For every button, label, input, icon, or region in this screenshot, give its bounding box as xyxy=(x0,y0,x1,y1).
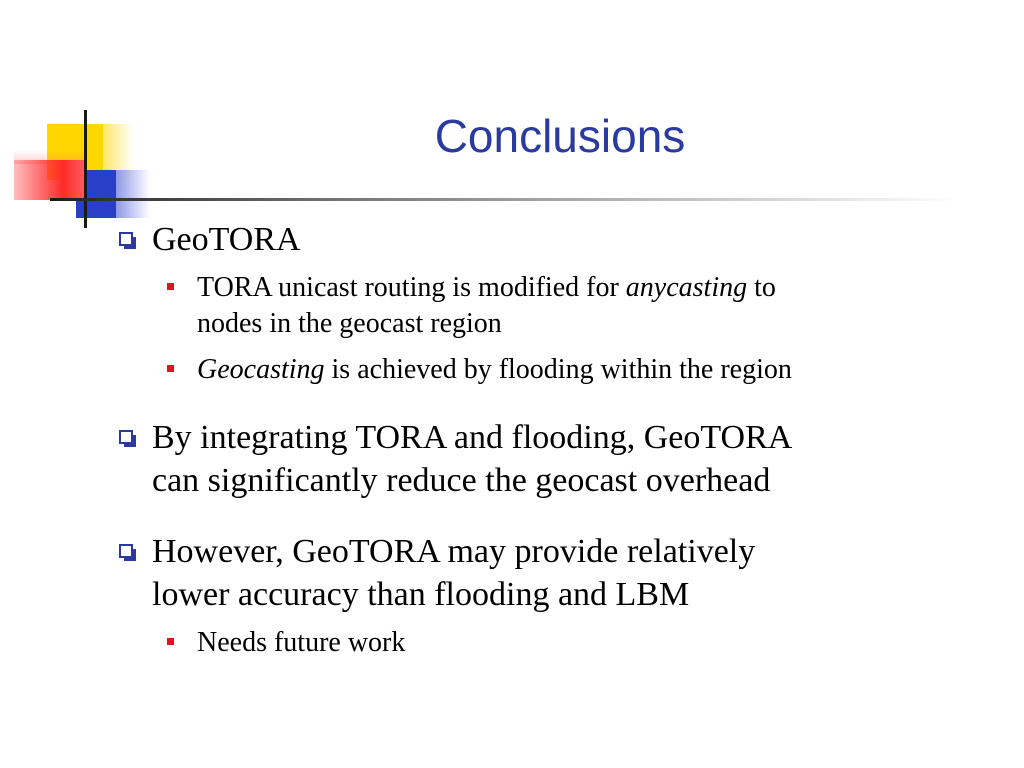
bullet-however-line2 xyxy=(152,575,689,615)
sub-bullet-future-work xyxy=(197,625,405,661)
sub-bullet-text-part1: TORA unicast routing is modified for xyxy=(197,272,626,303)
red-bullet-icon xyxy=(167,365,174,372)
square-bullet-icon xyxy=(119,544,133,558)
square-bullet-icon xyxy=(119,232,133,246)
sub-bullet-geocasting xyxy=(197,352,792,388)
bullet-integrating-line2 xyxy=(152,461,770,501)
sub-bullet-emphasis: Geocasting xyxy=(197,354,325,385)
sub-bullet-text-part2: to xyxy=(747,272,776,303)
bullet-however xyxy=(152,532,755,572)
slide-title: Conclusions xyxy=(434,110,686,162)
sub-bullet-text: Needs future work xyxy=(197,627,406,658)
bullet-text-line1: However, GeoTORA may provide relatively xyxy=(152,533,756,570)
bullet-geotora xyxy=(152,220,301,260)
bullet-text: GeoTORA xyxy=(152,221,301,258)
bullet-text-line1: By integrating TORA and flooding, GeoTORA xyxy=(152,419,793,456)
sub-bullet-text: is achieved by flooding within the region xyxy=(324,354,792,385)
red-bullet-icon xyxy=(167,638,174,645)
bullet-text-line2: lower accuracy than flooding and LBM xyxy=(152,576,690,613)
sub-bullet-text-line2: nodes in the geocast region xyxy=(197,308,502,339)
bullet-text-line2: can significantly reduce the geocast overhead xyxy=(152,462,771,499)
sub-bullet-emphasis: anycasting xyxy=(625,272,748,303)
bullet-integrating xyxy=(152,418,792,458)
square-bullet-icon xyxy=(119,430,133,444)
red-bullet-icon xyxy=(167,283,174,290)
sub-bullet-anycasting xyxy=(197,270,776,306)
sub-bullet-anycasting-line2 xyxy=(197,306,502,342)
